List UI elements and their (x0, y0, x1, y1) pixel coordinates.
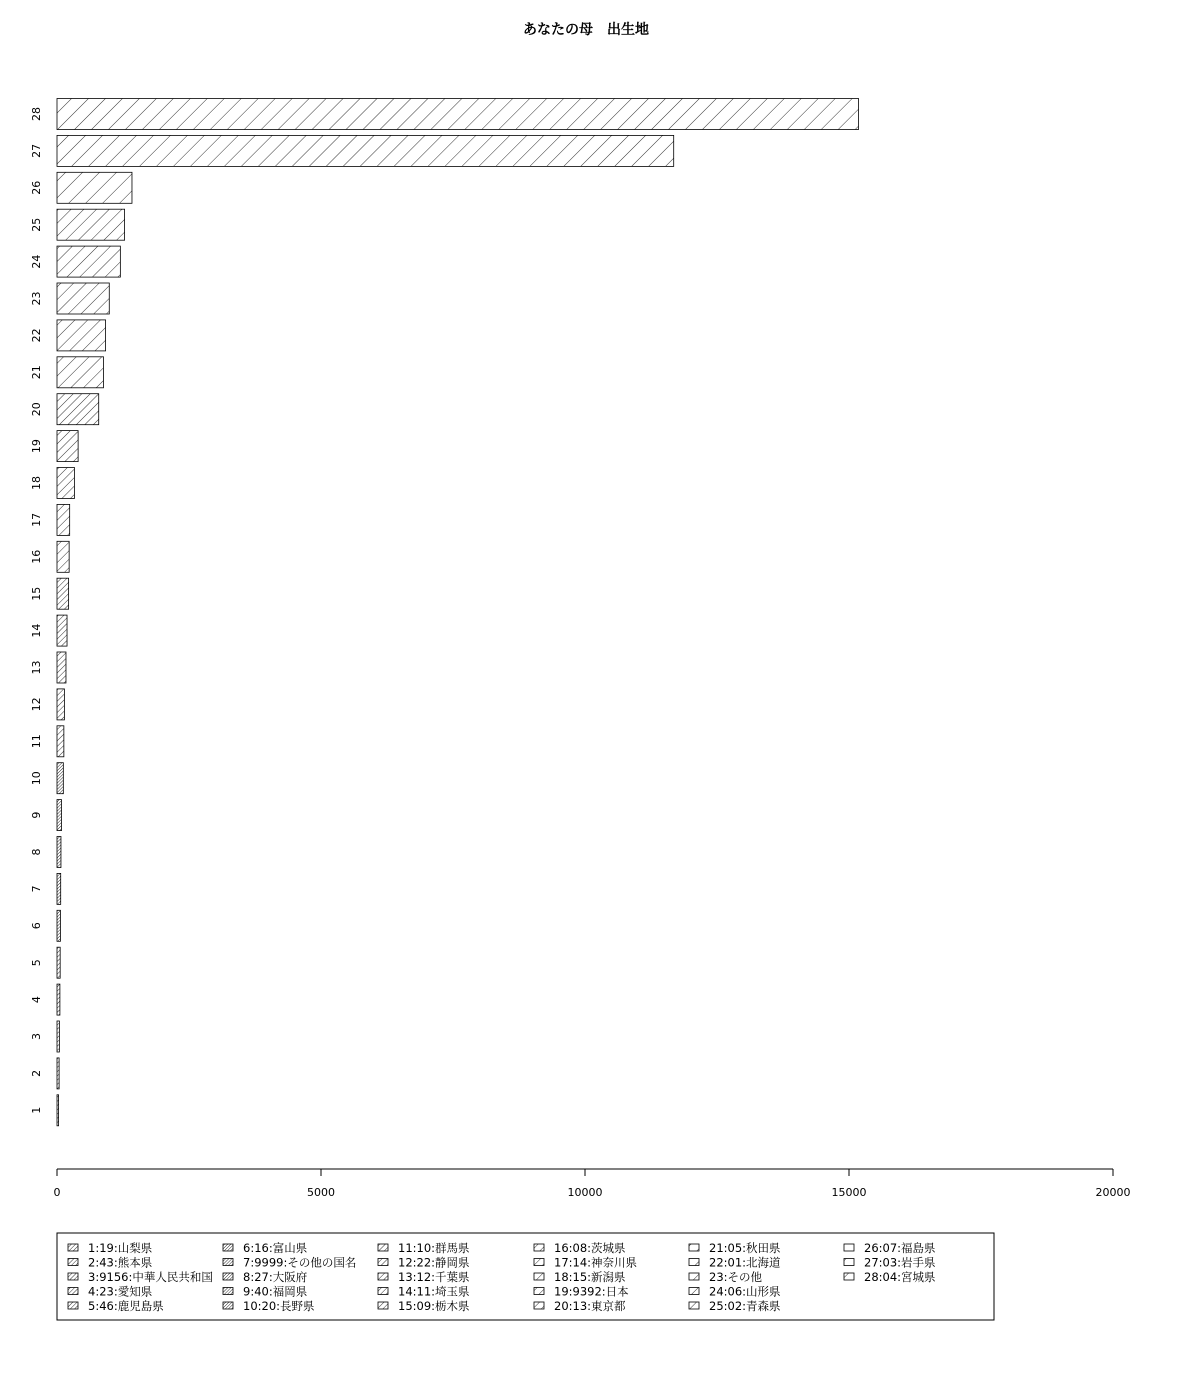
legend-swatch-27 (844, 1259, 854, 1266)
bar-19 (57, 431, 78, 462)
y-tick-label-13: 13 (30, 660, 43, 675)
y-tick-label-10: 10 (30, 771, 43, 786)
bar-15 (57, 578, 69, 609)
bars-group (57, 99, 859, 1126)
y-tick-label-1: 1 (30, 1106, 43, 1114)
bar-27 (57, 135, 674, 166)
legend-label-25: 25:02:青森県 (709, 1299, 781, 1313)
legend-label-8: 8:27:大阪府 (243, 1270, 308, 1284)
legend-swatch-12 (378, 1259, 388, 1266)
legend-swatch-1 (68, 1244, 78, 1251)
bar-14 (57, 615, 67, 646)
legend-swatch-24 (689, 1288, 699, 1295)
legend-swatch-7 (223, 1259, 233, 1266)
bar-1 (57, 1095, 59, 1126)
legend-swatch-18 (534, 1273, 544, 1280)
legend-swatch-8 (223, 1273, 233, 1280)
y-tick-label-19: 19 (30, 439, 43, 454)
legend-label-5: 5:46:鹿児島県 (88, 1299, 164, 1313)
x-axis (54, 1169, 1131, 1199)
legend-swatch-5 (68, 1302, 78, 1309)
y-tick-label-18: 18 (30, 476, 43, 490)
legend-swatch-22 (689, 1259, 699, 1266)
x-tick-label-0: 0 (53, 1186, 61, 1199)
legend-label-14: 14:11:埼玉県 (398, 1284, 470, 1299)
bar-9 (57, 800, 61, 831)
legend-label-24: 24:06:山形県 (709, 1284, 781, 1299)
legend-label-10: 10:20:長野県 (243, 1299, 315, 1313)
bar-25 (57, 209, 125, 240)
legend-swatch-17 (534, 1259, 544, 1266)
legend-label-20: 20:13:東京都 (554, 1299, 626, 1313)
bar-7 (57, 873, 61, 904)
bar-13 (57, 652, 66, 683)
bar-3 (57, 1021, 59, 1052)
bar-20 (57, 394, 99, 425)
bar-12 (57, 689, 64, 720)
legend-swatch-6 (223, 1244, 233, 1251)
legend-label-6: 6:16:富山県 (243, 1241, 308, 1255)
legend-label-1: 1:19:山梨県 (88, 1241, 153, 1255)
legend-label-22: 22:01:北海道 (709, 1255, 781, 1270)
y-tick-label-9: 9 (30, 811, 43, 819)
legend-swatch-19 (534, 1288, 544, 1295)
legend-label-9: 9:40:福岡県 (243, 1284, 308, 1299)
legend-swatch-21 (689, 1244, 699, 1251)
x-tick-label-10000: 10000 (567, 1186, 603, 1199)
bar-8 (57, 837, 61, 868)
bar-17 (57, 504, 70, 535)
legend-swatch-28 (844, 1273, 854, 1280)
y-tick-label-20: 20 (30, 402, 43, 417)
legend-swatch-14 (378, 1288, 388, 1295)
legend-label-4: 4:23:愛知県 (88, 1284, 153, 1299)
legend-label-21: 21:05:秋田県 (709, 1241, 781, 1255)
y-tick-label-16: 16 (30, 549, 43, 564)
legend-label-26: 26:07:福島県 (864, 1241, 936, 1255)
legend-swatch-9 (223, 1288, 233, 1295)
legend-swatch-16 (534, 1244, 544, 1251)
legend-label-17: 17:14:神奈川県 (554, 1255, 638, 1270)
y-tick-label-21: 21 (30, 365, 43, 380)
legend-label-15: 15:09:栃木県 (398, 1299, 470, 1313)
y-tick-label-28: 28 (30, 107, 43, 121)
legend-swatch-25 (689, 1302, 699, 1309)
y-tick-label-17: 17 (30, 512, 43, 527)
y-tick-label-12: 12 (30, 697, 43, 712)
x-tick-label-15000: 15000 (831, 1186, 867, 1199)
bar-18 (57, 468, 74, 499)
y-tick-label-6: 6 (30, 922, 43, 930)
y-tick-label-25: 25 (30, 217, 43, 232)
y-tick-label-27: 27 (30, 143, 43, 158)
legend-swatch-26 (844, 1244, 854, 1251)
y-tick-label-7: 7 (30, 885, 43, 893)
y-tick-label-22: 22 (30, 328, 43, 343)
legend-swatch-3 (68, 1273, 78, 1280)
legend-swatch-15 (378, 1302, 388, 1309)
bar-24 (57, 246, 120, 277)
bar-10 (57, 763, 63, 794)
bar-4 (57, 984, 60, 1015)
legend-label-18: 18:15:新潟県 (554, 1270, 626, 1284)
legend-swatch-20 (534, 1302, 544, 1309)
legend-label-27: 27:03:岩手県 (864, 1255, 936, 1270)
legend-label-2: 2:43:熊本県 (88, 1255, 153, 1270)
bar-2 (57, 1058, 59, 1089)
y-tick-label-5: 5 (30, 959, 43, 967)
y-tick-label-4: 4 (30, 996, 43, 1004)
bar-6 (57, 910, 60, 941)
bar-16 (57, 541, 69, 572)
y-tick-label-26: 26 (30, 180, 43, 195)
legend-swatch-2 (68, 1259, 78, 1266)
chart-title: あなたの母 出生地 (523, 22, 649, 38)
legend-label-7: 7:9999:その他の国名 (243, 1255, 357, 1270)
legend-label-16: 16:08:茨城県 (554, 1241, 626, 1255)
x-tick-label-20000: 20000 (1095, 1186, 1131, 1199)
y-tick-label-8: 8 (30, 848, 43, 856)
legend-swatch-13 (378, 1273, 388, 1280)
bar-22 (57, 320, 106, 351)
y-tick-label-23: 23 (30, 291, 43, 306)
bar-28 (57, 99, 859, 130)
legend-label-13: 13:12:千葉県 (398, 1270, 470, 1284)
legend-label-19: 19:9392:日本 (554, 1284, 629, 1299)
y-tick-label-14: 14 (30, 623, 43, 638)
bar-21 (57, 357, 103, 388)
legend-label-23: 23:その他 (709, 1270, 763, 1284)
bar-11 (57, 726, 64, 757)
bar-26 (57, 172, 132, 203)
legend-swatch-23 (689, 1273, 699, 1280)
y-tick-label-2: 2 (30, 1069, 43, 1077)
legend-swatch-10 (223, 1302, 233, 1309)
legend-swatch-11 (378, 1244, 388, 1251)
legend-label-12: 12:22:静岡県 (398, 1255, 470, 1270)
y-axis-tick-labels (30, 107, 43, 1114)
legend-label-3: 3:9156:中華人民共和国 (88, 1270, 213, 1284)
y-tick-label-11: 11 (30, 734, 43, 749)
bar-23 (57, 283, 109, 314)
legend (57, 1233, 994, 1320)
legend-label-11: 11:10:群馬県 (398, 1241, 470, 1255)
legend-swatch-4 (68, 1288, 78, 1295)
y-tick-label-24: 24 (30, 254, 43, 269)
bar-5 (57, 947, 60, 978)
y-tick-label-3: 3 (30, 1033, 43, 1040)
legend-label-28: 28:04:宮城県 (864, 1270, 936, 1284)
x-tick-label-5000: 5000 (307, 1186, 335, 1199)
y-tick-label-15: 15 (30, 586, 43, 601)
